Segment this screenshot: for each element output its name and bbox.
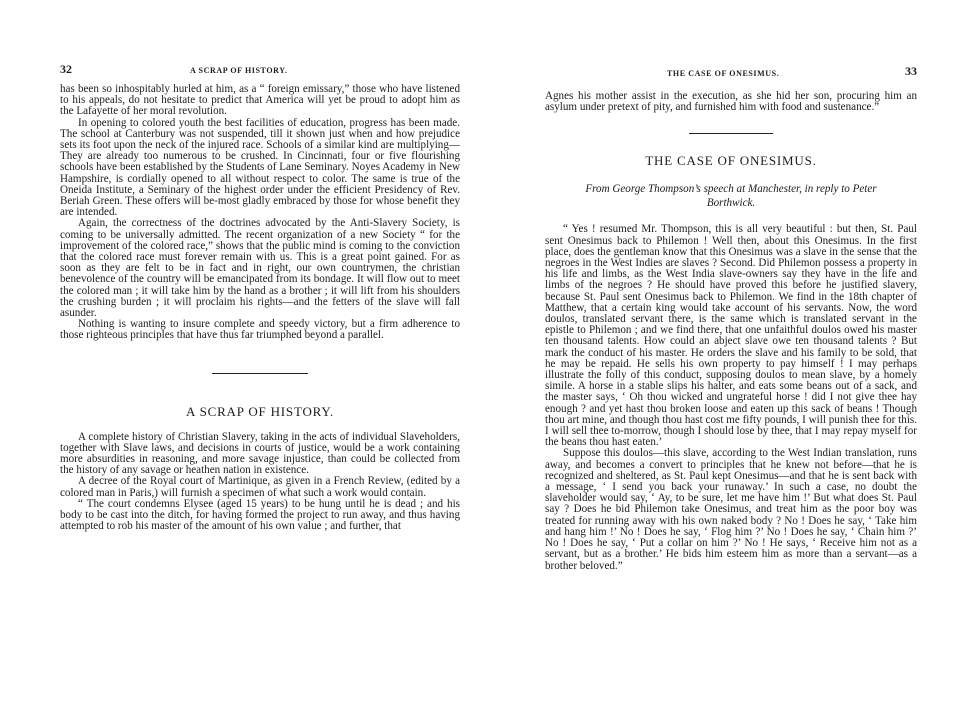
right-page-body <box>545 91 917 572</box>
page-number: 33 <box>905 64 917 78</box>
paragraph: “ Yes ! resumed Mr. Thompson, this is all very beautiful : but then, St. Paul sent Onesimus back to Philemon ! Well then, about this Onesimus. In the first place, does the gentleman know that this Onesimus was a slave in the sense that the negroes in the West Indies are slaves ? Second. Did Philemon possess a property in his life and limbs, as the West India slave-owners say they have in the life and limbs of the negroes ? He should have proved this before he justified slavery, because St. Paul sent Onesimus back to Philemon. We find in the 18th chapter of Matthew, that a certain king would take account of his servants. Now, the word doulos, translated servant there, is the same which is translated servant in the epistle to Philemon ; and we find there, that one unfaithful doulos owed his master ten thousand talents. How could an abject slave owe ten thousand talents ? But mark the conduct of his master. He orders the slave and his family to be sold, that he may be repaid. He sells his own property to pay himself ! I may perhaps illustrate the folly of this conduct, supposing doulos to mean slave, by a homely simile. A horse in a stable slips his halter, and eats some beans out of a sack, and the master says, ‘ Oh thou wicked and ungrateful horse ! did I not give thee hay enough ? and yet hast thou broken loose and eaten up this sack of beans ! Though thou art mine, and though thou hast cost me fifty pounds, I will punish thee for this. I will sell thee to-morrow, though I should lose by thee, that I may repay myself for the beans thou hast eaten.’ <box>545 223 917 449</box>
section-divider <box>212 373 308 374</box>
paragraph: has been so inhospitably hurled at him, as a “ foreign emissary,” those who have listened to his appeals, do not hesitate to predict that America will yet be proud to adopt him as the Lafayette of her moral revolution. <box>60 83 460 118</box>
paragraph: A decree of the Royal court of Martinique, as given in a French Review, (edited by a colored man in Paris,) will furnish a specimen of what such a work would contain. <box>60 475 460 499</box>
paragraph: In opening to colored youth the best facilities of education, progress has been made. The school at Canterbury was not suspended, till it shown just when and how prejudice sets its foot upon the neck of the injured race. Schools of a similar kind are multiplying—They are already too numerous to be crushed. In Cincinnati, four or five flourishing schools have been established by the Students of Lane Seminary. Noyes Academy in New Hampshire, is cordially opened to all without respect to color. The same is true of the Oneida Institute, a Seminary of the highest order under the efficient Presidency of Rev. Beriah Green. These offers will be-most gladly embraced by those for whose benefit they are intended. <box>60 116 460 219</box>
running-head: THE CASE OF ONESIMUS. <box>667 69 780 78</box>
page-number: 32 <box>60 62 72 76</box>
paragraph: Again, the correctness of the doctrines advocated by the Anti-Slavery Society, is coming to be universally admitted. The recent organization of a new Society “ for the improvement of the colored race,” shows that the public mind is coming to the conviction that the colored race must forever remain with us. This is a great point gained. For as soon as they are felt to be in fact and in right, our own countrymen, the christian benevolence of the country will be emancipated from its bondage. It will flow out to meet the colored man ; it will take him by the hand as a brother ; it will lift from his shoulders the crushing burden ; it will proclaim his rights—and the fetters of the slave will fall asunder. <box>60 217 460 320</box>
left-page <box>60 0 460 706</box>
section-divider <box>689 133 773 134</box>
section-subtitle: From George Thompson’s speech at Manchester, in reply to Peter <box>585 183 877 196</box>
paragraph: “ The court condemns Elysee (aged 15 years) to be hung until he is dead ; and his body to be cast into the ditch, for having formed the project to run away, and thus having attempted to rob his master of the amount of his own value ; and further, that <box>60 497 460 533</box>
section-title: THE CASE OF ONESIMUS. <box>645 153 817 169</box>
paragraph: A complete history of Christian Slavery, taking in the acts of individual Slaveholders, together with Slave laws, and decisions in courts of justice, would be a work containing more absurdities in reasoning, and more savage injustice, than could be collected from the history of any savage or heathen nation in existence. <box>60 430 460 477</box>
paragraph: Suppose this doulos—this slave, according to the West Indian translation, runs away, and becomes a convert to principles that he knew not before—that he is recognized and sheltered, as St. Paul kept Onesimus—and that he is sent back with a message, ‘ I send you back your runaway.’ In such a case, no doubt the slaveholder would say, ‘ Ay, to be sure, let me have him !’ But what does St. Paul say ? Does he bid Philemon take Onesimus, and treat him as the poor boy was treated for running away with his own naked body ? No ! Does he say, ‘ Take him and hang him !’ No ! Does he say, ‘ Flog him ?’ No ! Does he say, ‘ Chain him ?’ No ! Does he say, ‘ Put a collar on him ?’ No ! He says, ‘ Receive him not as a servant, but as a brother.’ He bids him esteem him as more than a servant—as a brother beloved.” <box>545 447 917 572</box>
paragraph: Agnes his mother assist in the execution, as she hid her son, procuring him an asylum under pretext of pity, and furnished him with food and sustenance.” <box>545 90 917 114</box>
paragraph: Nothing is wanting to insure complete and speedy victory, but a firm adherence to those righteous principles that have thus far triumphed beyond a parallel. <box>60 318 460 342</box>
left-page-body <box>60 84 460 533</box>
running-head: A SCRAP OF HISTORY. <box>190 66 288 75</box>
right-page <box>545 0 917 706</box>
section-subtitle: Borthwick. <box>706 197 756 210</box>
section-title: A SCRAP OF HISTORY. <box>186 403 334 419</box>
